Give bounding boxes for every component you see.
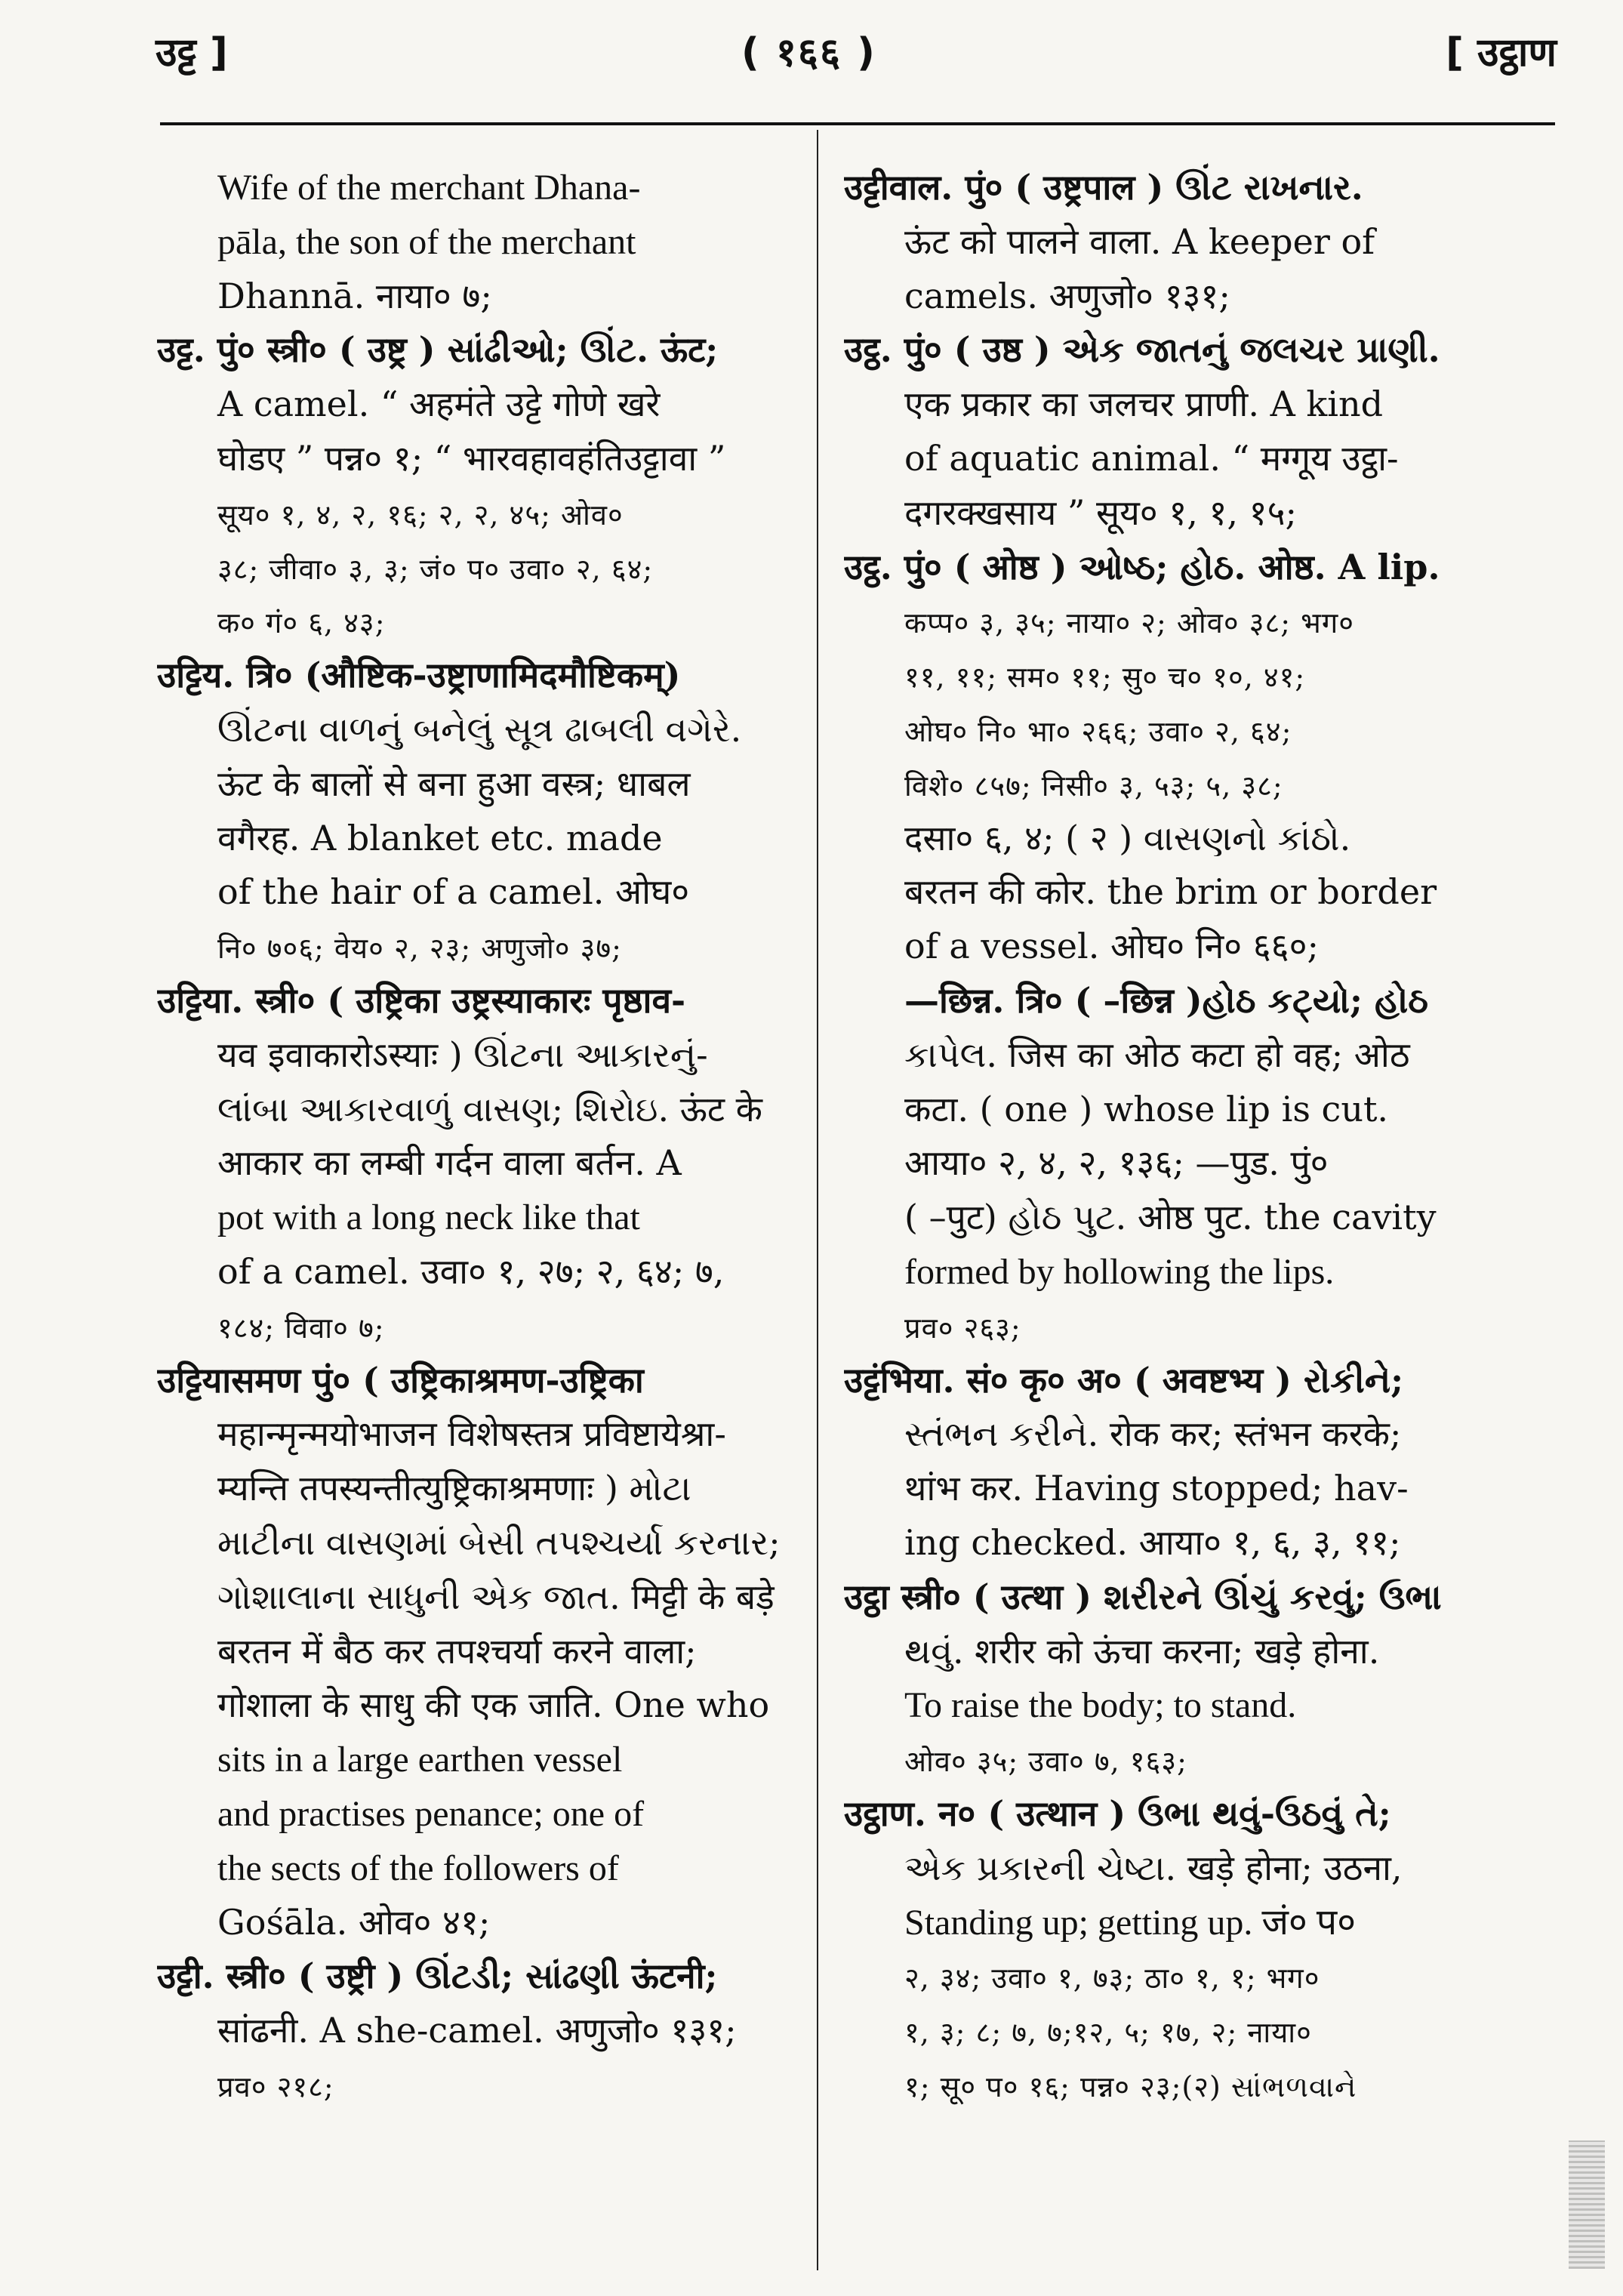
- scan-artifact: [1569, 2140, 1605, 2269]
- entry-line: of a vessel. ओघ० नि० ६६०;: [904, 926, 1320, 967]
- entry-line: नि० ७०६; वेय० २, २३; अणुजो० ३७;: [217, 932, 622, 966]
- entry-line: २, ३४; उवा० १, ७३; ठा० १, १; भग०: [904, 1962, 1320, 1996]
- entry-line: थांभ कर. Having stopped; hav-: [904, 1468, 1409, 1509]
- entry-line: १, ३; ८; ७, ७;१२, ५; १७, २; नाया०: [904, 2016, 1312, 2050]
- entry-headword-line: उट्ठा स्त्री० ( उत्था ) શરીરને ઊંચું કરવું; ઉભા: [844, 1576, 1442, 1617]
- entry-line: कटा. ( one ) whose lip is cut.: [904, 1088, 1389, 1130]
- header-right-catchword: [ उट्ठाण: [1446, 30, 1557, 76]
- entry-headword-line: उट्ट. पुं० स्त्री० ( उष्ट्र ) સાંઢીઓ; ઊંટ. ऊंट;: [157, 329, 719, 371]
- entry-headword-line: उट्टीवाल. पुं० ( उष्ट्रपाल ) ઊંટ રાખનાર.: [844, 167, 1363, 208]
- entry-line: camels. अणुजो० १३१;: [904, 275, 1230, 316]
- entry-line: कप्प० ३, ३५; नाया० २; ओव० ३८; भग०: [904, 606, 1355, 640]
- entry-line: ઊંટના વાળનું બનેલું સૂત્ર ઢાબલી વગેરે.: [217, 708, 742, 750]
- entry-line: ગોશાલાના સાધુની એક જાત. मिट्टी के बड़े: [217, 1576, 775, 1617]
- entry-line: કાપેલ. जिस का ओठ कटा हो वह; ओठ: [904, 1034, 1410, 1075]
- entry-line: दसा० ६, ४; ( २ ) વાસણનો કાંઠો.: [904, 817, 1351, 858]
- page-number: ( १६६ ): [741, 30, 876, 76]
- entry-line: म्यन्ति तपस्यन्तीत्युष्ट्रिकाश्रमणाः ) મોટા: [217, 1468, 691, 1509]
- header-left-catchword: उट्ट ]: [156, 30, 228, 76]
- entry-line: માટીના વાસણમાં બેસી તપશ્ચર્યા કરનાર;: [217, 1521, 781, 1563]
- entry-line: formed by hollowing the lips.: [904, 1251, 1335, 1292]
- entry-line: એક પ્રકારની ચેષ્ટા. खड़े होना; उठना,: [904, 1847, 1403, 1888]
- entry-line: of a camel. उवा० १, २७; २, ६४; ७,: [217, 1250, 725, 1292]
- entry-headword-line: उट्ठाण. न० ( उत्थान ) ઉભા થવું-ઉઠવું તે;: [844, 1792, 1391, 1834]
- entry-headword-line: उट्टंभिया. सं० कृ० अ० ( अवष्टभ्य ) રોકીને;: [844, 1359, 1404, 1401]
- entry-headword-line: उट्ठ. पुं० ( उष्ठ ) એક જાતનું જલચર પ્રાણી.: [844, 329, 1440, 371]
- entry-line: ऊंट को पालने वाला. A keeper of: [904, 220, 1375, 262]
- entry-line: वगैरह. A blanket etc. made: [217, 817, 663, 858]
- entry-line: લાંબા આકારવાળું વાસણ; શિરોઇ. ऊंट के: [217, 1088, 762, 1130]
- entry-line: ११, ११; सम० ११; सु० च० १०, ४१;: [904, 661, 1306, 695]
- entry-line: सांढनी. A she-camel. अणुजो० १३१;: [217, 2010, 737, 2051]
- entry-line: प्रव० २१८;: [217, 2069, 334, 2103]
- entry-line: A camel. “ अहमंते उट्टे गोणे खरे: [217, 384, 661, 425]
- entry-line: Standing up; getting up. जं० प०: [904, 1902, 1357, 1943]
- entry-line: आकार का लम्बी गर्दन वाला बर्तन. A: [217, 1142, 682, 1184]
- entry-line: आया० २, ४, २, १३६; —पुड. पुं०: [904, 1142, 1329, 1184]
- entry-line: महान्मृन्मयोभाजन विशेषस्तत्र प्रविष्टायेश्रा-: [217, 1413, 726, 1455]
- entry-line: To raise the body; to stand.: [904, 1685, 1297, 1726]
- entry-line: ऊंट के बालों से बना हुआ वस्त्र; धाबल: [217, 763, 691, 804]
- entry-line: Gośāla. ओव० ४१;: [217, 1901, 491, 1943]
- entry-line: sits in a large earthen vessel: [217, 1740, 623, 1780]
- entry-headword-line: उट्टिय. त्रि० (औष्टिक-उष्ट्राणामिदमौष्टिकम्): [157, 655, 681, 696]
- entry-line: ३८; जीवा० ३, ३; जं० प० उवा० २, ६४;: [217, 552, 654, 586]
- entry-line: ing checked. आया० १, ६, ३, ११;: [904, 1521, 1401, 1563]
- entry-line: १८४; विवा० ७;: [217, 1311, 385, 1345]
- entry-line: Dhannā. नाया० ७;: [217, 275, 492, 316]
- entry-line: of the hair of a camel. ओघ०: [217, 871, 690, 913]
- entry-line: क० गं० ६, ४३;: [217, 606, 386, 640]
- entry-subheadword-line: —छिन्न. त्रि० ( –छिन्न )હોઠ કટ્યો; હોઠ: [904, 979, 1428, 1021]
- entry-line: सूय० १, ४, २, १६; २, २, ४५; ओव०: [217, 498, 624, 532]
- entry-line: १; सू० प० १६; पन्न० २३;(२) સાંભળવાને: [904, 2069, 1357, 2103]
- entry-line: ओघ० नि० भा० २६६; उवा० २, ६४;: [904, 714, 1292, 748]
- entry-line: થવું. शरीर को ऊंचा करना; खड़े होना.: [904, 1630, 1380, 1672]
- entry-line: घोडए ” पन्न० १; “ भारवहावहंतिउट्टावा ”: [217, 437, 726, 479]
- entry-headword-line: उट्टियासमण पुं० ( उष्ट्रिकाश्रमण-उष्ट्रिका: [157, 1359, 644, 1401]
- entry-line: ( –पुट) હોઠ પુટ. ओष्ठ पुट. the cavity: [904, 1197, 1437, 1238]
- header-rule: [160, 122, 1555, 125]
- entry-line: pot with a long neck like that: [217, 1197, 640, 1238]
- entry-line: ओव० ३५; उवा० ७, १६३;: [904, 1745, 1187, 1779]
- entry-line: यव इवाकारोऽस्याः ) ઊંટના આકારનું-: [217, 1034, 708, 1075]
- entry-line: the sects of the followers of: [217, 1848, 619, 1888]
- entry-headword-line: उट्ठ. पुं० ( ओष्ठ ) ઓષ્ઠ; હોઠ. ओष्ठ. A lip.: [844, 546, 1440, 587]
- right-column: [844, 161, 1508, 2113]
- entry-line: प्रव० २६३;: [904, 1311, 1021, 1345]
- entry-line: pāla, the son of the merchant: [217, 221, 636, 262]
- entry-line: of aquatic animal. “ मग्गूय उट्ठा-: [904, 437, 1399, 479]
- entry-headword-line: उट्टिया. स्त्री० ( उष्ट्रिका उष्ट्रस्याकारः पृष्ठाव-: [157, 979, 686, 1021]
- entry-headword-line: उट्टी. स्त्री० ( उष्ट्री ) ઊંટડી; સાંઢણી ऊंटनी;: [157, 1955, 718, 1997]
- entry-line: Wife of the merchant Dhana-: [217, 168, 641, 208]
- entry-line: दगरक्खसाय ” सूय० १, १, १५;: [904, 492, 1297, 533]
- entry-line: एक प्रकार का जलचर प्राणी. A kind: [904, 384, 1384, 425]
- entry-line: and practises penance; one of: [217, 1793, 645, 1834]
- entry-line: बरतन की कोर. the brim or border: [904, 871, 1437, 913]
- entry-line: गोशाला के साधु की एक जाति. One who: [217, 1684, 770, 1726]
- entry-line: विशे० ८५७; निसी० ३, ५३; ५, ३८;: [904, 769, 1283, 803]
- entry-line: સ્તંભન કરીને. रोक कर; स्तंभन करके;: [904, 1413, 1402, 1455]
- left-column: [157, 161, 821, 2113]
- entry-line: बरतन में बैठ कर तपश्चर्या करने वाला;: [217, 1630, 697, 1672]
